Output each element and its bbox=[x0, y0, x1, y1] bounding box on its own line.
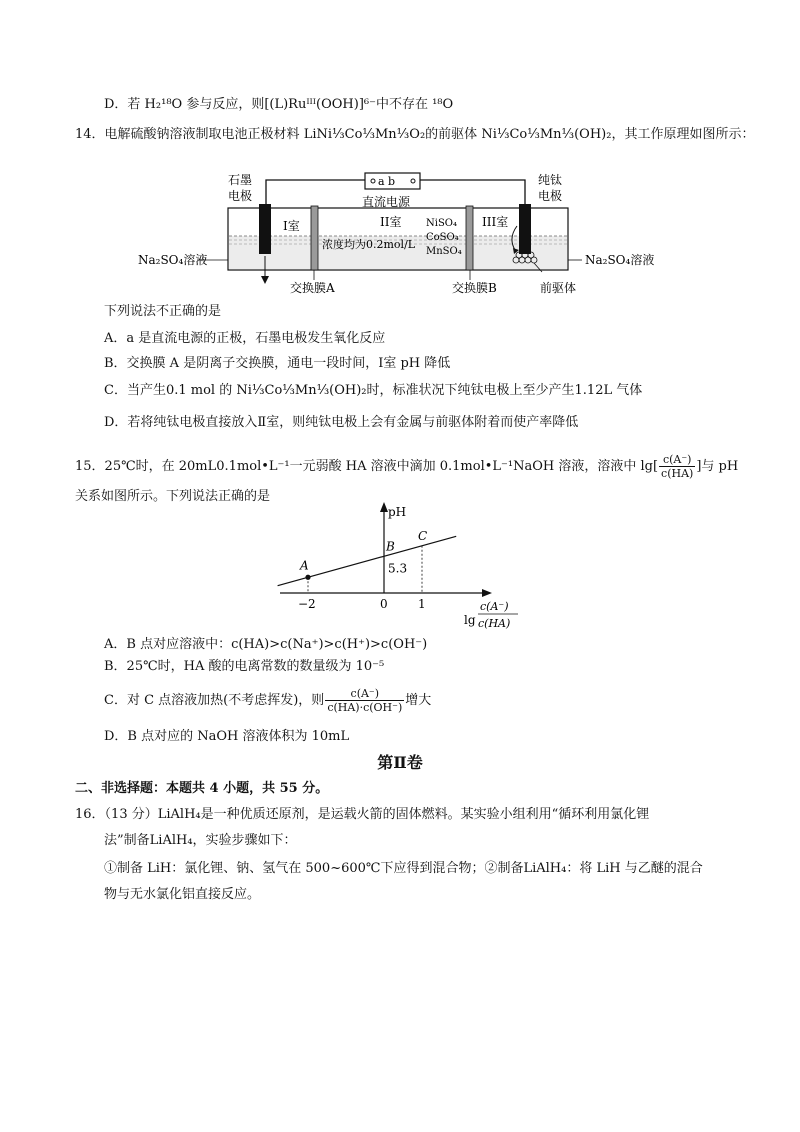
q14-c-e: 1.12L bbox=[574, 383, 613, 398]
section2-title: 第Ⅱ卷 bbox=[377, 753, 423, 772]
x-axis-label-lg: lg bbox=[464, 613, 476, 627]
q15-stem bbox=[75, 452, 738, 482]
q14-c-b: 0.1 mol bbox=[165, 383, 216, 398]
power-label: 直流电源 bbox=[362, 195, 411, 209]
q16-l1b: LiAlH₄ bbox=[157, 807, 201, 822]
room2-label: II室 bbox=[380, 215, 402, 229]
membrane-a bbox=[311, 206, 318, 270]
q16-l2b: LiAlH₄ bbox=[149, 833, 193, 848]
titanium-label-1: 纯钛 bbox=[538, 173, 563, 187]
q16-l3b: LiAlH₄ bbox=[523, 861, 567, 876]
q14-c-f: 气体 bbox=[612, 383, 643, 398]
right-solution-label: Na₂SO₄溶液 bbox=[585, 253, 655, 267]
q15-option-a: A．B 点对应溶液中：c(HA)>c(Na⁺)>c(H⁺)>c(OH⁻) bbox=[104, 637, 428, 652]
q14-ask: 下列说法不正确的是 bbox=[104, 304, 222, 319]
q15-frac-num: c(A⁻) bbox=[659, 453, 695, 467]
q15-fraction bbox=[659, 453, 695, 480]
graphite-electrode bbox=[259, 204, 271, 254]
precursor-label: 前驱体 bbox=[540, 281, 577, 295]
q15-stem-a: 25℃时，在 20mL0.1mol•L⁻¹一元弱酸 HA 溶液中滴加 0.1mol•L⁻¹NaOH 溶液，溶液中 lg[ bbox=[104, 459, 659, 474]
q16-line3 bbox=[104, 860, 703, 878]
q15-c-den: c(HA)·c(OH⁻) bbox=[327, 701, 403, 714]
titanium-electrode bbox=[519, 204, 531, 254]
x-axis-label-num: c(A⁻) bbox=[480, 600, 509, 613]
section2-heading: 二、非选择题：本题共 4 小题，共 55 分。 bbox=[75, 781, 329, 796]
q16-l1a: （13 分） bbox=[104, 807, 158, 822]
q14-stem-c: ，其工作原理如图所示： bbox=[611, 127, 755, 142]
q16-line2 bbox=[104, 832, 297, 850]
q14-number: 14． bbox=[75, 127, 105, 142]
q15-c-num: c(A⁻) bbox=[325, 687, 404, 701]
q16-line1 bbox=[75, 806, 649, 824]
salt2-label: CoSO₄ bbox=[426, 232, 459, 243]
electrolysis-diagram bbox=[130, 168, 670, 296]
q15-stem-line2: 关系如图所示。下列说法正确的是 bbox=[75, 489, 271, 504]
q16-line4: 物与无水氯化铝直接反应。 bbox=[104, 887, 261, 902]
q14-stem bbox=[75, 126, 754, 144]
q15-option-d: D．B 点对应的 NaOH 溶液体积为 10mL bbox=[104, 729, 350, 744]
q14-option-d: D．若将纯钛电极直接放入Ⅱ室，则纯钛电极上会有金属与前驱体附着而使产率降低 bbox=[104, 415, 579, 430]
titanium-label-2: 电极 bbox=[538, 189, 563, 203]
graphite-label-1: 石墨 bbox=[228, 173, 253, 187]
q16-l3c: ：将 LiH 与乙醚的混合 bbox=[566, 861, 703, 876]
q14-option-a: A．a 是直流电源的正极，石墨电极发生氧化反应 bbox=[104, 331, 386, 346]
q14-stem-b: 的前驱体 bbox=[425, 127, 478, 142]
salt1-label: NiSO₄ bbox=[426, 218, 458, 229]
q15-c-fraction bbox=[325, 687, 404, 714]
x-axis-label-den: c(HA) bbox=[478, 617, 511, 630]
q15-option-c bbox=[104, 686, 431, 716]
q15-option-b: B．25℃时，HA 酸的电离常数的数量级为 10⁻⁵ bbox=[104, 659, 385, 674]
q13-option-d: D．若 H₂¹⁸O 参与反应，则[(L)Ruᴵᴵᴵ(OOH)]⁶⁻中不存在 ¹⁸O bbox=[104, 97, 454, 112]
q15-frac-den: c(HA) bbox=[661, 467, 694, 480]
q14-option-c bbox=[104, 382, 642, 400]
x-tick-label: 1 bbox=[418, 597, 426, 611]
q14-c-formula: Ni⅓Co⅓Mn⅓(OH)₂ bbox=[236, 383, 367, 398]
q15-stem-b: ]与 pH bbox=[696, 459, 739, 474]
q14-formula1: LiNi⅓Co⅓Mn⅓O₂ bbox=[303, 127, 426, 142]
q14-c-d: 时，标准状况下纯钛电极上至少产生 bbox=[366, 383, 575, 398]
q15-c-b: 增大 bbox=[405, 693, 432, 708]
salt3-label: MnSO₄ bbox=[426, 246, 462, 257]
q14-c-a: C．当产生 bbox=[104, 383, 166, 398]
concentration-label: 浓度均为0.2mol/L bbox=[322, 238, 416, 251]
q16-l1c: 是一种优质还原剂，是运载火箭的固体燃料。某实验小组利用“循环利用氯化锂 bbox=[200, 807, 650, 822]
q16-l2c: ，实验步骤如下： bbox=[192, 833, 297, 848]
q14-c-c: 的 bbox=[219, 383, 233, 398]
power-ab-label: a b bbox=[378, 175, 396, 188]
membrane-b-label: 交换膜B bbox=[452, 281, 497, 295]
left-solution-label: Na₂SO₄溶液 bbox=[138, 253, 208, 267]
point-label: A bbox=[300, 558, 309, 573]
q14-formula2: Ni⅓Co⅓Mn⅓(OH)₂ bbox=[481, 127, 612, 142]
ph-chart bbox=[270, 500, 530, 635]
room1-label: I室 bbox=[283, 219, 300, 233]
point-label: B bbox=[386, 539, 395, 554]
q14-option-b: B．交换膜 A 是阴离子交换膜，通电一段时间，Ⅰ室 pH 降低 bbox=[104, 356, 451, 371]
membrane-b bbox=[466, 206, 473, 270]
q16-l3a: ①制备 LiH：氯化锂、钠、氢气在 500~600℃下应得到混合物；②制备 bbox=[104, 861, 524, 876]
x-tick-label: 0 bbox=[380, 597, 388, 611]
q16-l2a: 法”制备 bbox=[104, 833, 150, 848]
annotation-label: 5.3 bbox=[388, 561, 408, 576]
x-tick-label: −2 bbox=[298, 597, 316, 611]
q14-stem-a: 电解硫酸钠溶液制取电池正极材料 bbox=[104, 127, 300, 142]
q16-number: 16． bbox=[75, 807, 105, 822]
q15-number: 15． bbox=[75, 459, 105, 474]
y-axis-label: pH bbox=[388, 505, 407, 519]
q15-c-a: C．对 C 点溶液加热(不考虑挥发)，则 bbox=[104, 693, 325, 708]
graphite-label-2: 电极 bbox=[228, 189, 253, 203]
point-label: C bbox=[418, 528, 428, 543]
membrane-a-label: 交换膜A bbox=[290, 281, 335, 295]
room3-label: III室 bbox=[482, 215, 509, 229]
